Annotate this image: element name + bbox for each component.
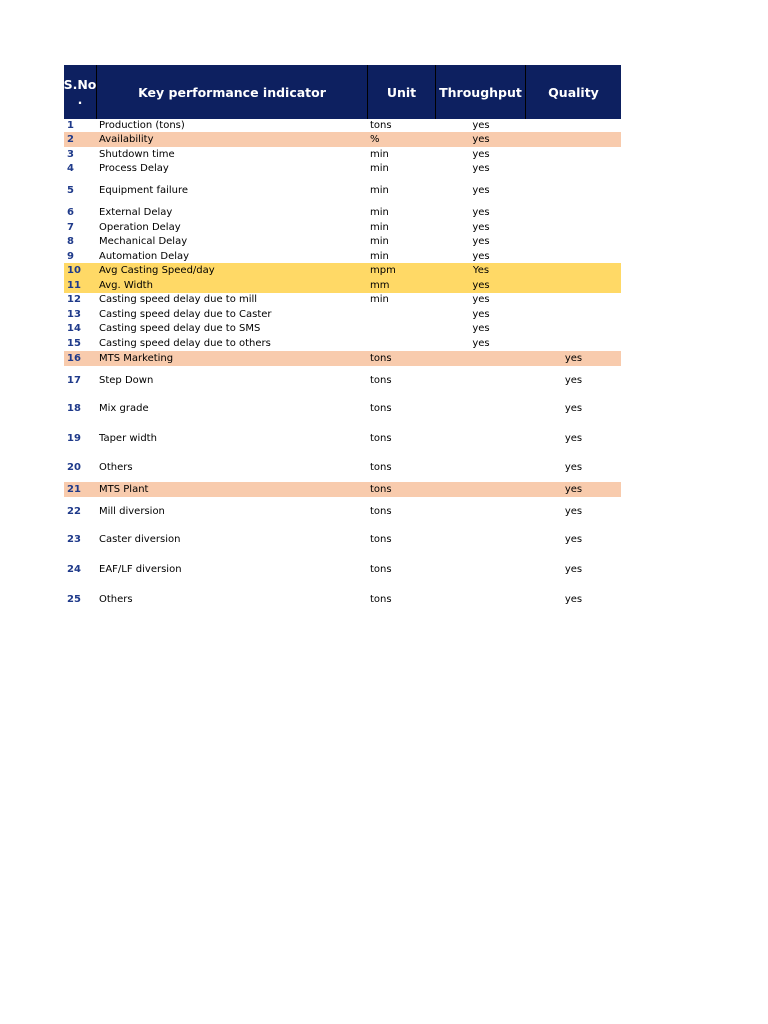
quality-cell: yes (564, 375, 583, 386)
unit-cell: tons (370, 484, 392, 495)
quality-cell: yes (564, 564, 583, 575)
row-number: 24 (67, 564, 81, 575)
kpi-name: Production (tons) (99, 120, 185, 131)
row-number: 1 (67, 120, 74, 131)
header-unit-label: Unit (386, 84, 417, 100)
quality-cell: yes (564, 594, 583, 605)
kpi-name: Caster diversion (99, 534, 181, 545)
row-number: 10 (67, 265, 81, 276)
throughput-cell: yes (472, 338, 490, 349)
table-row (64, 351, 621, 366)
unit-cell: min (370, 236, 389, 247)
row-number: 2 (67, 134, 74, 145)
row-number: 18 (67, 403, 81, 414)
kpi-name: MTS Marketing (99, 353, 174, 364)
row-number: 8 (67, 236, 74, 247)
row-number: 3 (67, 149, 74, 160)
table-row (64, 220, 621, 235)
table-row (64, 321, 621, 336)
unit-cell: mm (370, 280, 390, 291)
unit-cell: tons (370, 120, 392, 131)
row-number: 20 (67, 462, 81, 473)
kpi-name: Others (99, 594, 133, 605)
throughput-cell: yes (472, 163, 490, 174)
row-number: 25 (67, 594, 81, 605)
header-quality-label: Quality (548, 84, 599, 100)
unit-cell: tons (370, 594, 392, 605)
kpi-name: Casting speed delay due to SMS (99, 323, 261, 334)
quality-cell: yes (564, 484, 583, 495)
table-row (64, 205, 621, 220)
throughput-cell: yes (472, 120, 490, 131)
quality-cell: yes (564, 403, 583, 414)
table-row (64, 532, 621, 547)
row-number: 19 (67, 433, 81, 444)
throughput-cell: yes (472, 207, 490, 218)
table-row (64, 307, 621, 322)
kpi-name: Casting speed delay due to mill (99, 294, 258, 305)
quality-cell: yes (564, 433, 583, 444)
kpi-name: Casting speed delay due to others (99, 338, 271, 349)
unit-cell: tons (370, 564, 392, 575)
table-row (64, 183, 621, 198)
header-quality (526, 65, 621, 119)
header-throughput-label: Throughput (439, 84, 522, 100)
table-row (64, 592, 621, 607)
table-row (64, 482, 621, 497)
table-row (64, 234, 621, 249)
kpi-name: Operation Delay (99, 222, 181, 233)
header-unit (368, 65, 436, 119)
kpi-name: External Delay (99, 207, 173, 218)
unit-cell: % (370, 134, 380, 145)
table-row (64, 460, 621, 475)
row-number: 12 (67, 294, 81, 305)
table-header (64, 65, 621, 119)
quality-cell: yes (564, 462, 583, 473)
kpi-name: Taper width (99, 433, 157, 444)
table-row (64, 132, 621, 147)
kpi-table (63, 65, 621, 605)
row-number: 13 (67, 309, 81, 320)
row-number: 4 (67, 163, 74, 174)
kpi-name: Step Down (99, 375, 154, 386)
throughput-cell: yes (472, 222, 490, 233)
unit-cell: tons (370, 462, 392, 473)
table-row (64, 161, 621, 176)
throughput-cell: yes (472, 323, 490, 334)
unit-cell: tons (370, 433, 392, 444)
kpi-name: Automation Delay (99, 251, 190, 262)
table-row (64, 278, 621, 293)
table-row (64, 249, 621, 264)
unit-cell: mpm (370, 265, 396, 276)
quality-cell: yes (564, 353, 583, 364)
unit-cell: min (370, 294, 389, 305)
unit-cell: min (370, 185, 389, 196)
kpi-name: Mechanical Delay (99, 236, 188, 247)
throughput-cell: yes (472, 251, 490, 262)
kpi-name: Availability (99, 134, 154, 145)
kpi-name: MTS Plant (99, 484, 149, 495)
unit-cell: tons (370, 403, 392, 414)
unit-cell: min (370, 149, 389, 160)
row-number: 22 (67, 506, 81, 517)
table-row (64, 118, 621, 133)
throughput-cell: yes (472, 149, 490, 160)
throughput-cell: yes (472, 185, 490, 196)
row-number: 23 (67, 534, 81, 545)
header-sno-label: S.No . (63, 77, 97, 107)
kpi-name: Equipment failure (99, 185, 189, 196)
row-number: 16 (67, 353, 81, 364)
table-row (64, 263, 621, 278)
row-number: 14 (67, 323, 81, 334)
throughput-cell: yes (472, 294, 490, 305)
unit-cell: min (370, 163, 389, 174)
kpi-name: Casting speed delay due to Caster (99, 309, 272, 320)
table-row (64, 147, 621, 162)
unit-cell: tons (370, 534, 392, 545)
table-row (64, 504, 621, 519)
row-number: 17 (67, 375, 81, 386)
header-kpi-label: Key performance indicator (138, 84, 326, 100)
throughput-cell: yes (472, 309, 490, 320)
throughput-cell: yes (472, 134, 490, 145)
row-number: 11 (67, 280, 81, 291)
unit-cell: tons (370, 375, 392, 386)
table-row (64, 292, 621, 307)
unit-cell: min (370, 251, 389, 262)
table-row (64, 401, 621, 416)
table-row (64, 431, 621, 446)
table-row (64, 562, 621, 577)
throughput-cell: yes (472, 280, 490, 291)
quality-cell: yes (564, 506, 583, 517)
row-number: 21 (67, 484, 81, 495)
kpi-name: Avg. Width (99, 280, 153, 291)
unit-cell: tons (370, 506, 392, 517)
header-kpi (97, 65, 368, 119)
unit-cell: min (370, 222, 389, 233)
unit-cell: min (370, 207, 389, 218)
row-number: 6 (67, 207, 74, 218)
table-row (64, 336, 621, 351)
header-sno (64, 65, 97, 119)
row-number: 9 (67, 251, 74, 262)
header-throughput (436, 65, 526, 119)
kpi-name: Shutdown time (99, 149, 175, 160)
kpi-name: Avg Casting Speed/day (99, 265, 215, 276)
row-number: 5 (67, 185, 74, 196)
kpi-name: Process Delay (99, 163, 169, 174)
kpi-name: Others (99, 462, 133, 473)
throughput-cell: Yes (472, 265, 490, 276)
kpi-name: Mix grade (99, 403, 149, 414)
quality-cell: yes (564, 534, 583, 545)
row-number: 7 (67, 222, 74, 233)
kpi-name: Mill diversion (99, 506, 165, 517)
table-row (64, 373, 621, 388)
kpi-name: EAF/LF diversion (99, 564, 182, 575)
row-number: 15 (67, 338, 81, 349)
throughput-cell: yes (472, 236, 490, 247)
unit-cell: tons (370, 353, 392, 364)
